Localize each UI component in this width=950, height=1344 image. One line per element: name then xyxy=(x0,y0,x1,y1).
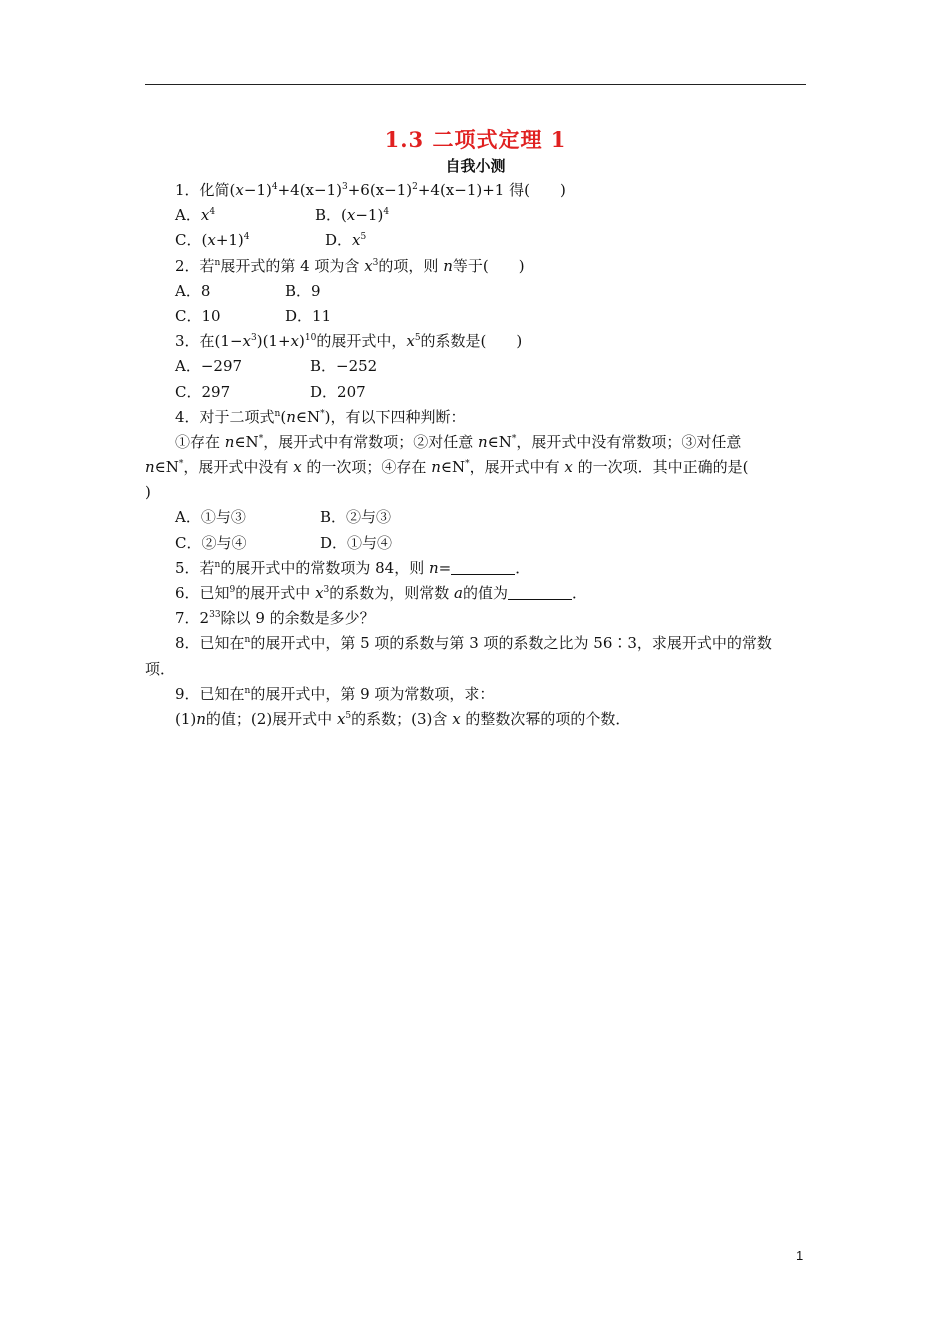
option-a: A．$x^4$ xyxy=(175,206,216,225)
option-d: D．①与④ xyxy=(320,533,393,552)
question-2-options-ab xyxy=(145,279,806,304)
question-8-line-2: 项． xyxy=(145,659,176,678)
question-4-statement-line-2: n∈N*，展开式中没有 x 的一次项；④存在 n∈N*，展开式中有 x 的一次项．其中正确的是( xyxy=(145,458,749,477)
option-c: C．②与④ xyxy=(175,533,247,552)
question-3: 3．在$(1-x^3)(1+x)^{10}$的展开式中，$x^5$的系数是( ) xyxy=(175,332,523,351)
question-3-options-ab xyxy=(145,354,806,379)
option-a: A．8 xyxy=(175,281,211,300)
question-6: 6．已知$^9$的展开式中 $x^3$的系数为，则常数 a的值为 ． xyxy=(175,584,588,602)
option-d: D．$x^5$ xyxy=(325,231,367,250)
option-a: A．①与③ xyxy=(175,508,246,527)
question-3-options-cd xyxy=(145,380,806,405)
question-9: 9．已知在$^n$的展开式中，第 9 项为常数项，求： xyxy=(175,684,495,703)
option-c: C．10 xyxy=(175,306,221,325)
question-4: 4．对于二项式$^n$(n∈N*)，有以下四种判断： xyxy=(175,407,466,426)
answer-blank xyxy=(508,585,572,600)
question-5: 5．若$^n$的展开式中的常数项为 84，则 n= ． xyxy=(175,558,531,577)
option-c: C．297 xyxy=(175,382,231,401)
question-8: 8．已知在$^n$的展开式中，第 5 项的系数与第 3 项的系数之比为 56∶3，求展开式中的常数 xyxy=(175,634,772,653)
option-b: B．−252 xyxy=(310,357,378,376)
option-b: B．$(x-1)^4$ xyxy=(315,206,390,225)
question-1-options-cd xyxy=(145,228,806,253)
option-b: B．9 xyxy=(285,281,321,300)
question-4-statement-line-3: ) xyxy=(145,483,151,502)
exercise-content xyxy=(145,178,806,732)
page-number: 1 xyxy=(796,1248,804,1263)
question-4-options-ab xyxy=(145,505,806,530)
question-1-options-ab xyxy=(145,203,806,228)
option-a: A．−297 xyxy=(175,357,243,376)
section-subtitle: 自我小测 xyxy=(445,157,506,175)
option-d: D．11 xyxy=(285,306,332,325)
page-title: 1.3 二项式定理 1 xyxy=(384,127,567,152)
header-rule xyxy=(145,84,806,85)
question-2: 2．若$^n$展开式的第 4 项为含 $x^3$的项，则 n等于( ) xyxy=(175,256,525,275)
question-1: 1．化简$(x-1)^4+4(x-1)^3+6(x-1)^2+4(x-1)+1$ 得( ) xyxy=(175,181,566,199)
answer-blank xyxy=(451,560,515,575)
question-9-parts: (1)n的值；(2)展开式中 $x^5$的系数；(3)含 x 的整数次幂的项的个数． xyxy=(175,709,631,728)
option-c: C．$(x+1)^4$ xyxy=(175,231,250,250)
question-4-options-cd xyxy=(145,531,806,556)
question-4-statement-line-1: ①存在 n∈N*，展开式中有常数项；②对任意 n∈N*，展开式中没有常数项；③对任意 xyxy=(175,432,742,451)
option-b: B．②与③ xyxy=(320,508,392,527)
question-7: 7．$2^{33}$除以 9 的余数是多少？ xyxy=(175,609,375,628)
question-2-options-cd xyxy=(145,304,806,329)
option-d: D．207 xyxy=(310,382,366,401)
